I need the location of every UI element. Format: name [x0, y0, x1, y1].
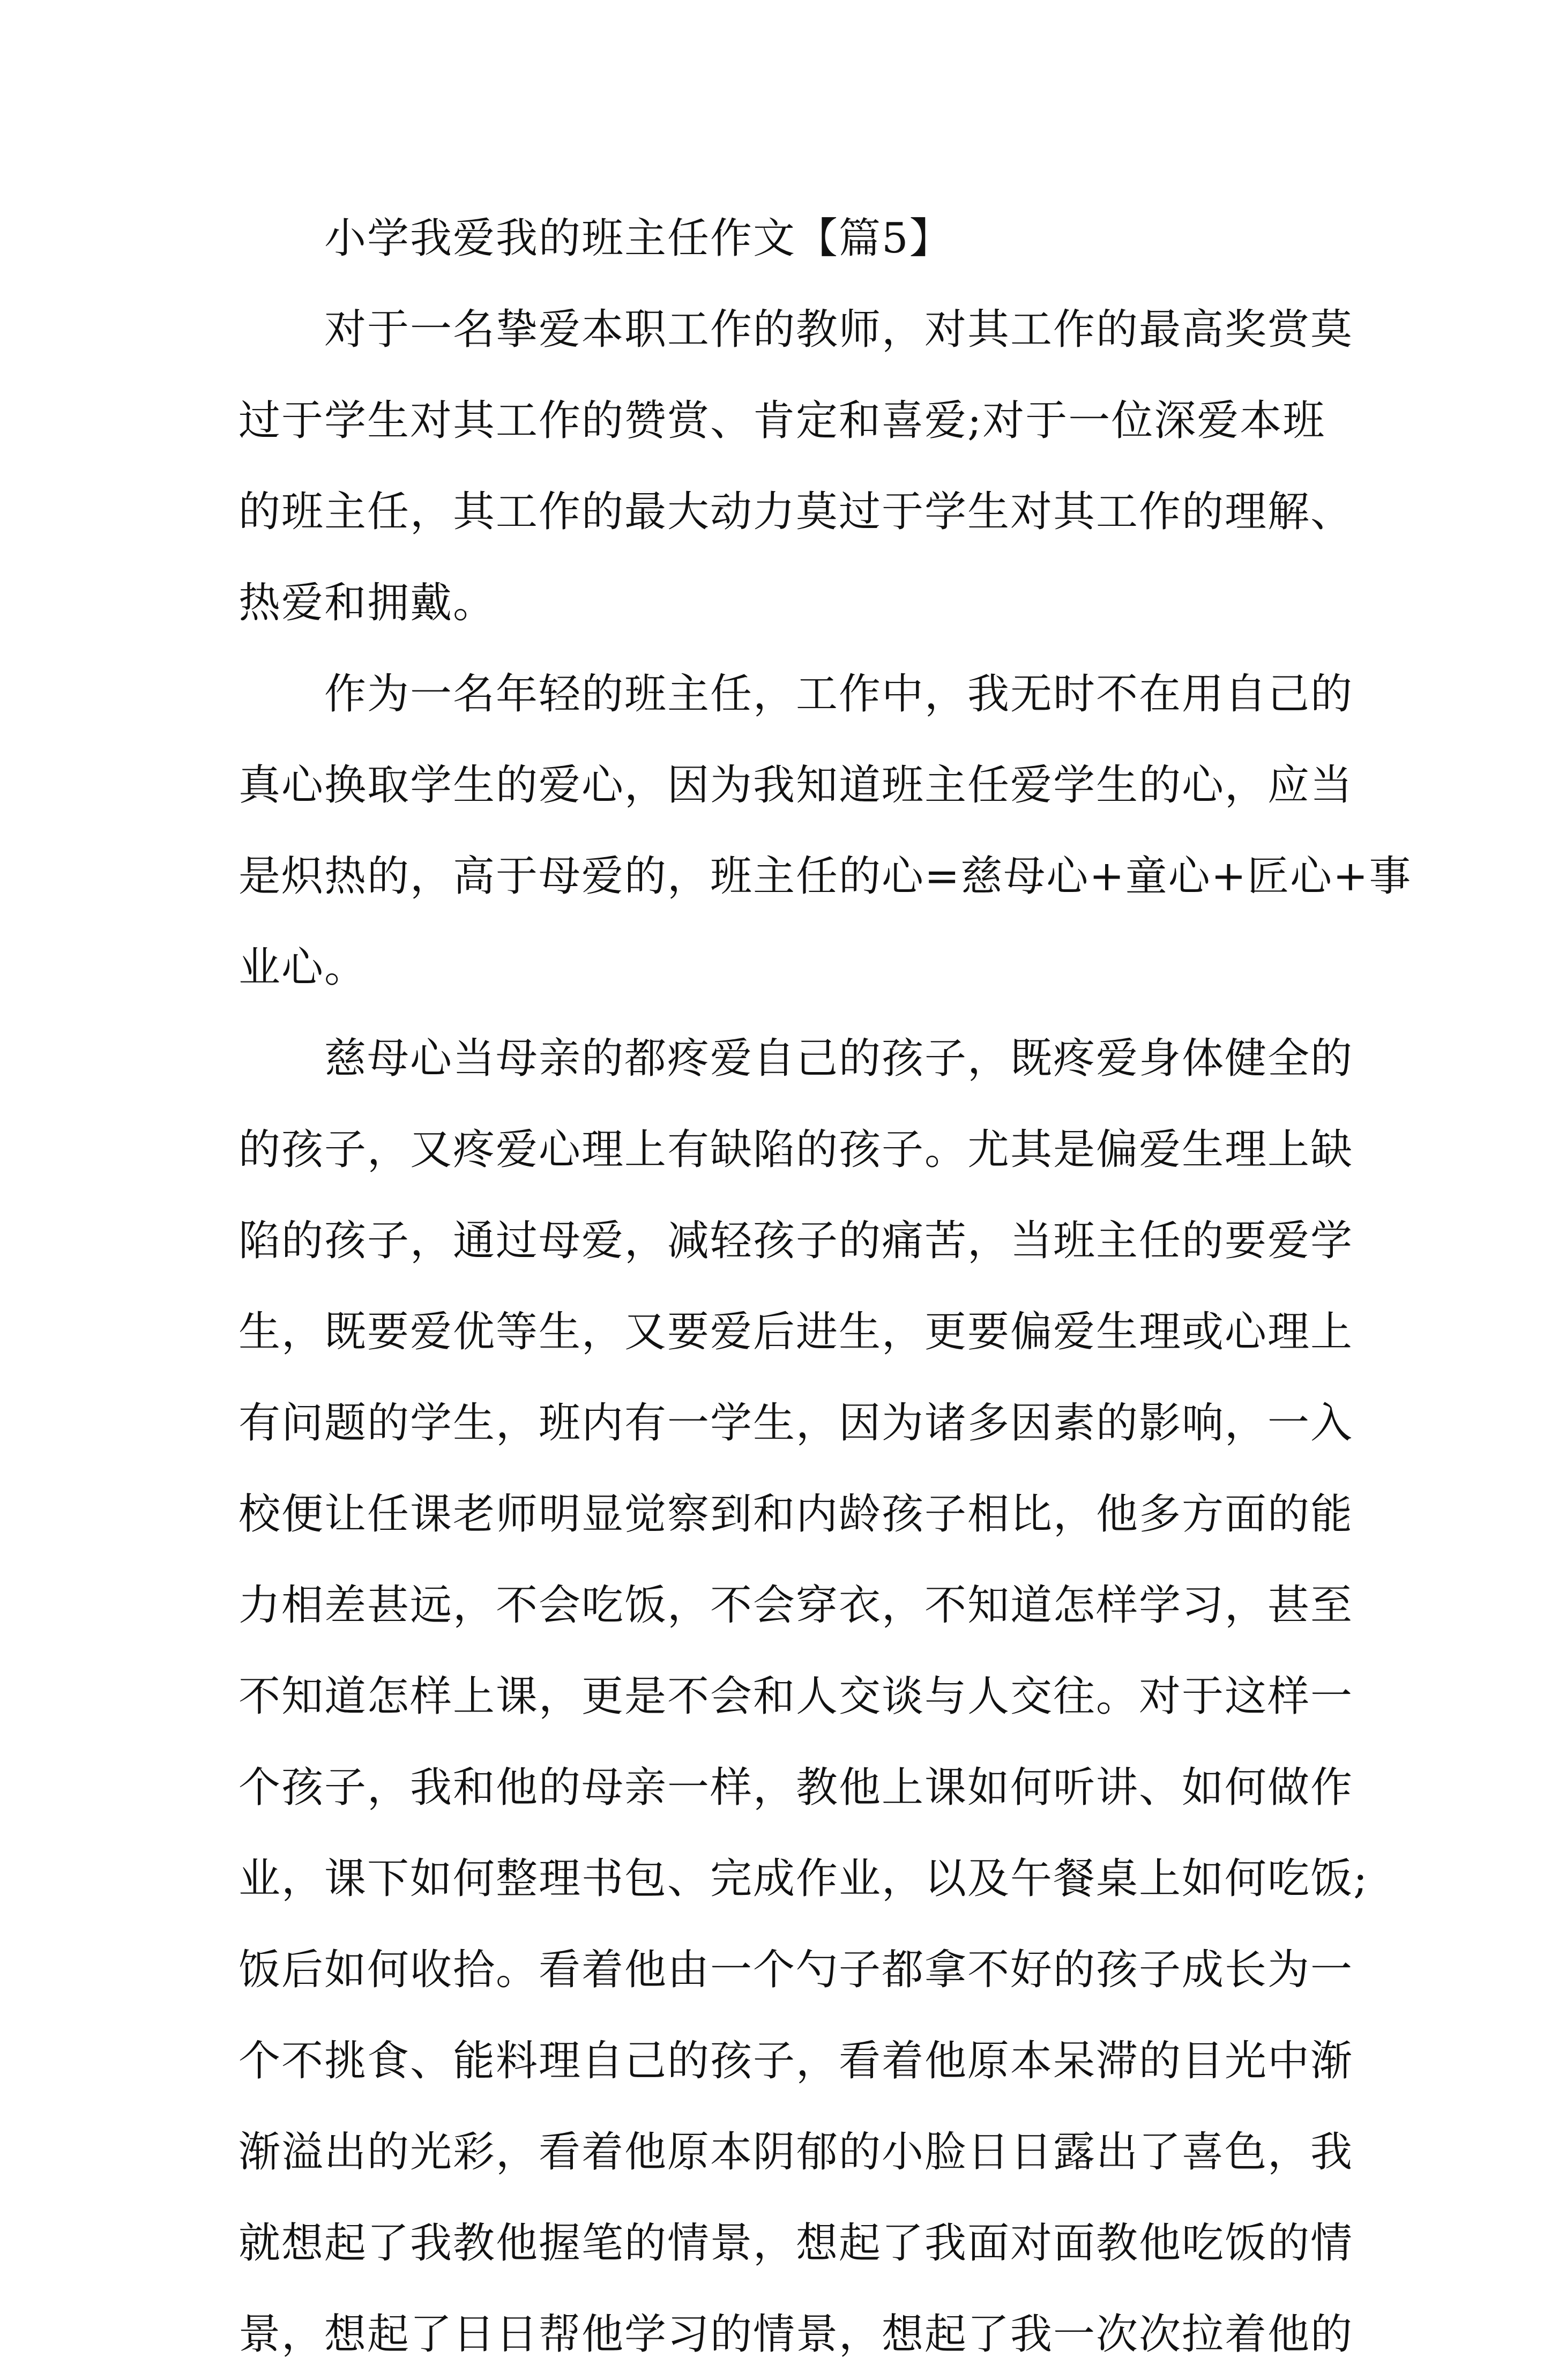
- text-line: 有问题的学生，班内有一学生，因为诸多因素的影响，一入: [238, 1399, 1354, 1447]
- text-line: 作为一名年轻的班主任，工作中，我无时不在用自己的: [324, 670, 1354, 718]
- text-line: 校便让任课老师明显觉察到和内龄孩子相比，他多方面的能: [238, 1490, 1354, 1538]
- text-line: 景，想起了日日帮他学习的情景，想起了我一次次拉着他的: [238, 2310, 1354, 2359]
- text-line: 不知道怎样上课，更是不会和人交谈与人交往。对于这样一: [238, 1672, 1354, 1721]
- text-line: 生，既要爱优等生，又要爱后进生，更要偏爱生理或心理上: [238, 1308, 1354, 1356]
- text-line: 对于一名挚爱本职工作的教师，对其工作的最高奖赏莫: [324, 306, 1354, 354]
- text-line: 力相差甚远，不会吃饭，不会穿衣，不知道怎样学习，甚至: [238, 1581, 1354, 1630]
- text-line: 业心。: [238, 943, 368, 992]
- text-line: 业，课下如何整理书包、完成作业，以及午餐桌上如何吃饭;: [238, 1855, 1369, 1903]
- essay-title: 小学我爱我的班主任作文【篇5】: [324, 214, 952, 263]
- text-line: 是炽热的，高于母爱的，班主任的心=慈母心+童心+匠心+事: [238, 852, 1412, 901]
- text-line: 饭后如何收拾。看着他由一个勺子都拿不好的孩子成长为一: [238, 1946, 1354, 1994]
- text-line: 真心换取学生的爱心，因为我知道班主任爱学生的心，应当: [238, 761, 1354, 809]
- text-line: 过于学生对其工作的赞赏、肯定和喜爱;对于一位深爱本班: [238, 397, 1326, 445]
- text-line: 个孩子，我和他的母亲一样，教他上课如何听讲、如何做作: [238, 1764, 1354, 1812]
- text-line: 陷的孩子，通过母爱，减轻孩子的痛苦，当班主任的要爱学: [238, 1217, 1354, 1265]
- text-line: 的孩子，又疼爱心理上有缺陷的孩子。尤其是偏爱生理上缺: [238, 1126, 1354, 1174]
- text-line: 的班主任，其工作的最大动力莫过于学生对其工作的理解、: [238, 488, 1354, 536]
- paragraph-lines: [238, 284, 1412, 2380]
- text-line: 渐溢出的光彩，看着他原本阴郁的小脸日日露出了喜色，我: [238, 2128, 1354, 2176]
- text-line: 慈母心当母亲的都疼爱自己的孩子，既疼爱身体健全的: [324, 1035, 1354, 1083]
- text-line: 个不挑食、能料理自己的孩子，看着他原本呆滞的目光中渐: [238, 2037, 1354, 2085]
- essay-body: [238, 193, 1412, 2380]
- text-line: 热爱和拥戴。: [238, 579, 496, 627]
- text-line: 就想起了我教他握笔的情景，想起了我面对面教他吃饭的情: [238, 2219, 1354, 2267]
